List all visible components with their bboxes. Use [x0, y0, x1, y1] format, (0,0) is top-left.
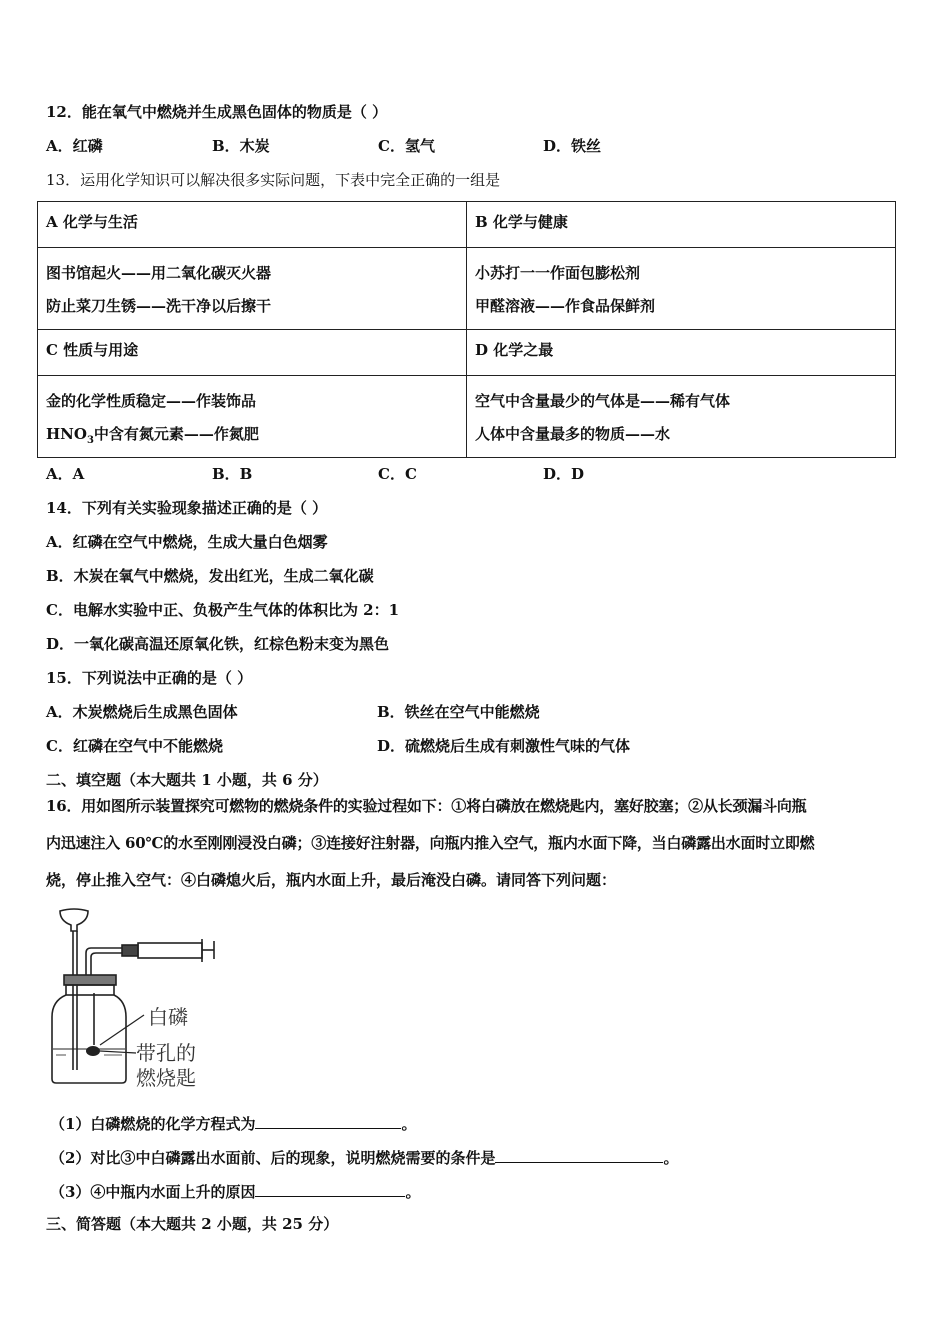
q13-b-line-2: 甲醛溶液——作食品保鲜剂 [475, 297, 656, 315]
q13-a-line-1: 图书馆起火——用二氧化碳灭火器 [46, 264, 272, 282]
formula-hno: HNO [46, 425, 87, 443]
q13-option-b: B．B [212, 465, 253, 483]
q14-option-c: C．电解水实验中正、负极产生气体的体积比为 2：1 [46, 601, 400, 619]
q15-option-c: C．红磷在空气中不能燃烧 [46, 737, 223, 755]
leader-spoon [100, 1051, 136, 1053]
section-3-heading: 三、简答题（本大题共 2 小题，共 25 分） [46, 1215, 339, 1233]
q13-option-a: A．A [46, 465, 85, 483]
period: 。 [663, 1149, 679, 1167]
q13-a-line-2: 防止菜刀生锈——洗干净以后擦干 [46, 297, 272, 315]
q12-stem: 12．能在氧气中燃烧并生成黑色固体的物质是（ ） [46, 103, 388, 121]
q16-sub-2-text: （2）对比③中白磷露出水面前、后的现象，说明燃烧需要的条件是 [50, 1149, 496, 1167]
q16-answer-blank-3[interactable] [255, 1180, 405, 1197]
q13-cell-a-body [38, 248, 467, 330]
label-spoon-line-1: 带孔的 [136, 1041, 196, 1065]
q13-cell-b-head: B 化学与健康 [467, 202, 896, 248]
q16-sub-3 [50, 1180, 420, 1202]
q13-cell-d-body [467, 376, 896, 458]
q15-option-b: B．铁丝在空气中能燃烧 [377, 703, 540, 721]
q14-option-a: A．红磷在空气中燃烧，生成大量白色烟雾 [46, 533, 328, 551]
q13-stem: 13．运用化学知识可以解决很多实际问题，下表中完全正确的一组是 [46, 171, 501, 189]
q14-option-d: D．一氧化碳高温还原氧化铁，红棕色粉末变为黑色 [46, 635, 390, 653]
q13-table [37, 201, 896, 458]
section-2-heading: 二、填空题（本大题共 1 小题，共 6 分） [46, 771, 328, 789]
q16-sub-2 [50, 1146, 678, 1168]
q13-cell-a-head: A 化学与生活 [38, 202, 467, 248]
q14-stem: 14．下列有关实验现象描述正确的是（ ） [46, 499, 328, 517]
q16-line-1: 16．用如图所示装置探究可燃物的燃烧条件的实验过程如下：①将白磷放在燃烧匙内，塞好胶塞；②从长颈漏斗向瓶 [46, 797, 807, 815]
q13-cell-c-body [38, 376, 467, 458]
bottle [52, 995, 126, 1083]
funnel-bowl [60, 909, 88, 931]
q13-cell-b-body [467, 248, 896, 330]
formula-rest: 中含有氮元素——作氮肥 [93, 425, 259, 443]
q13-d-line-1: 空气中含量最少的气体是——稀有气体 [475, 392, 731, 410]
q13-c-line-1: 金的化学性质稳定——作装饰品 [46, 392, 257, 410]
q13-cell-c-head: C 性质与用途 [38, 330, 467, 376]
label-spoon-line-2: 燃烧匙 [136, 1066, 196, 1090]
q14-option-b: B．木炭在氧气中燃烧，发出红光，生成二氧化碳 [46, 567, 374, 585]
q13-option-c: C．C [378, 465, 417, 483]
q13-cell-d-head: D 化学之最 [467, 330, 896, 376]
q13-b-line-1: 小苏打一一作面包膨松剂 [475, 264, 641, 282]
spoon-bowl [86, 1046, 100, 1056]
q16-line-3: 烧，停止推入空气：④白磷熄火后，瓶内水面上升，最后淹没白磷。请同答下列问题： [46, 871, 617, 889]
q13-option-d: D．D [543, 465, 585, 483]
q12-option-a: A．红磷 [46, 137, 103, 155]
q12-option-c: C．氢气 [378, 137, 435, 155]
q12-option-d: D．铁丝 [543, 137, 602, 155]
apparatus-diagram [44, 905, 219, 1090]
q15-option-a: A．木炭燃烧后生成黑色固体 [46, 703, 238, 721]
syringe-connector [122, 945, 138, 956]
q12-option-b: B．木炭 [212, 137, 270, 155]
q16-answer-blank-1[interactable] [255, 1112, 401, 1129]
formula-subscript: 3 [86, 435, 94, 446]
q15-option-d: D．硫燃烧后生成有刺激性气味的气体 [377, 737, 631, 755]
q16-sub-3-text: （3）④中瓶内水面上升的原因 [50, 1183, 256, 1201]
period: 。 [401, 1115, 417, 1133]
q16-line-2: 内迅速注入 60℃的水至刚刚浸没白磷；③连接好注射器，向瓶内推入空气，瓶内水面下降，当白磷露出水面时立即燃 [46, 834, 815, 852]
q13-d-line-2: 人体中含量最多的物质——水 [475, 425, 671, 443]
syringe-barrel [138, 943, 202, 958]
q16-sub-1-text: （1）白磷燃烧的化学方程式为 [50, 1115, 256, 1133]
rubber-stopper [64, 975, 116, 985]
period: 。 [405, 1183, 421, 1201]
q13-c-line-2 [46, 418, 458, 457]
q16-answer-blank-2[interactable] [495, 1146, 663, 1163]
q15-stem: 15．下列说法中正确的是（ ） [46, 669, 253, 687]
q16-sub-1 [50, 1112, 416, 1134]
label-white-phosphorus: 白磷 [148, 1005, 188, 1029]
